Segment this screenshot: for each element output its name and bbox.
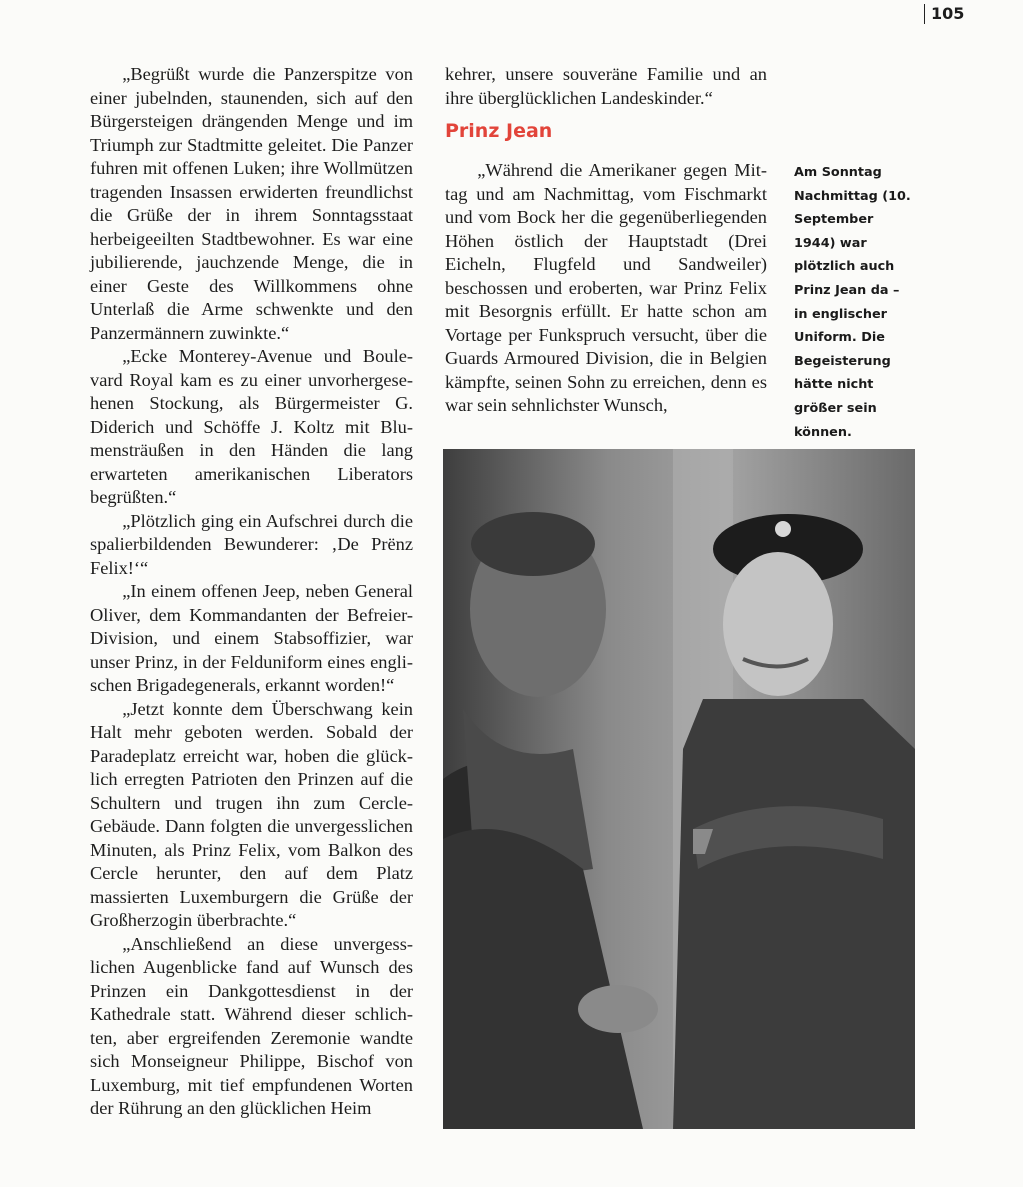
photo-caption: Am Sonntag Nachmittag (10. September 1944) war plötzlich auch Prinz Jean da – in englischer Uniform. Die Begeisterung hätte nicht größer sein können.	[794, 165, 911, 440]
page-number: 105	[924, 4, 964, 24]
photograph-illustration	[443, 449, 915, 1129]
paragraph: „Ecke Monterey-Avenue und Boulevard Royal kam es zu einer unvorhergesehenen Stockung, als Bürgermeister G. Diderich und Schöffe J. Koltz mit Blumensträußen in den Händen die lang erwarteten amerikanischen Liberators begrüßten.“	[90, 346, 413, 507]
middle-text-continuation	[445, 63, 767, 110]
left-text-column	[90, 63, 413, 1121]
paragraph: „In einem offenen Jeep, neben General Oliver, dem Kommandanten der Befreier-Division, und einem Stabsoffizier, war unser Prinz, in der Felduniform eines englischen Brigadegenerals, erkannt worden!“	[90, 581, 413, 695]
section-heading: Prinz Jean	[445, 120, 553, 142]
paragraph: „Während die Amerikaner gegen Mittag und am Nachmittag, vom Fischmarkt und vom Bock her die gegenüberliegenden Höhen östlich der Hauptstadt (Drei Eicheln, Flugfeld und Sandweiler) beschossen und eroberten, war Prinz Felix mit Besorgnis erfüllt. Er hatte schon am Vortage per Funkspruch versucht, über die Guards Armoured Division, die in Belgien kämpfte, seinen Sohn zu erreichen, denn es war sein sehnlichster Wunsch,	[445, 160, 767, 415]
paragraph: „Jetzt konnte dem Überschwang kein Halt mehr geboten werden. Sobald der Paradeplatz erreicht war, hoben die glücklich erregten Patrioten den Prinzen auf die Schultern und trugen ihn zum Cercle-Gebäude. Dann folgten die unvergesslichen Minuten, als Prinz Felix, vom Balkon des Cercle herunter, den auf dem Platz massierten Luxemburgern die Grüße der Großherzogin überbrachte.“	[90, 698, 413, 930]
paragraph: kehrer, unsere souveräne Familie und an ihre überglücklichen Landeskinder.“	[445, 64, 767, 108]
paragraph: „Begrüßt wurde die Panzerspitze von einer jubelnden, staunenden, sich auf den Bürgersteigen drängenden Menge und im Triumph zur Stadtmitte geleitet. Die Panzer fuhren mit offenen Luken; ihre Wollmützen tragenden Insassen erwiderten freundlichst die Grüße der in ihrem Sonntagsstaat herbeigeeilten Stadtbewohner. Es war eine jubilierende, jauchzende Menge, die in einer Geste des Willkommens ohne Unterlaß die Arme schwenkte und den Panzermännern zuwinkte.“	[90, 64, 413, 343]
paragraph: „Plötzlich ging ein Aufschrei durch die spalierbildenden Bewunderer: ‚De Prënz Felix!‘“	[90, 510, 413, 578]
photograph	[443, 449, 915, 1129]
middle-text-column	[445, 159, 767, 418]
paragraph: „Anschließend an diese unvergesslichen Augenblicke fand auf Wunsch des Prinzen ein Dankgottesdienst in der Kathedrale statt. Während dieser schlichten, aber ergreifenden Zeremonie wandte sich Monseigneur Philippe, Bischof von Luxemburg, mit tief empfundenen Worten der Rührung an den glücklichen Heim	[90, 933, 413, 1118]
